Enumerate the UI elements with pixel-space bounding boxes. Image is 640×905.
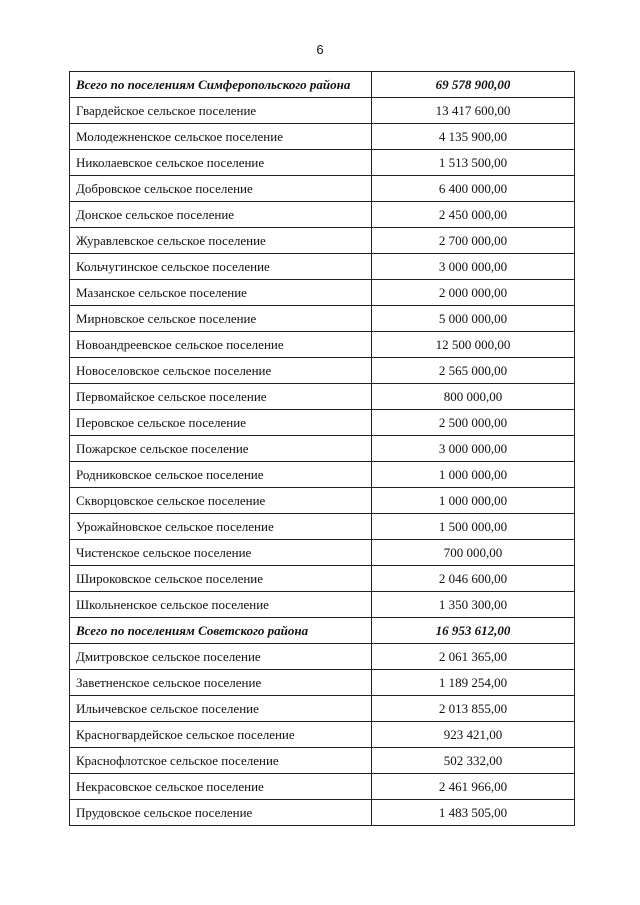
settlement-budget-table bbox=[69, 71, 575, 826]
settlement-amount: 2 013 855,00 bbox=[372, 696, 575, 722]
settlement-amount: 2 565 000,00 bbox=[372, 358, 575, 384]
settlement-row bbox=[70, 514, 575, 540]
settlement-row bbox=[70, 332, 575, 358]
settlement-amount: 700 000,00 bbox=[372, 540, 575, 566]
settlement-row bbox=[70, 592, 575, 618]
settlement-name: Скворцовское сельское поселение bbox=[70, 488, 372, 514]
settlement-row bbox=[70, 670, 575, 696]
settlement-amount: 12 500 000,00 bbox=[372, 332, 575, 358]
settlement-name: Мирновское сельское поселение bbox=[70, 306, 372, 332]
settlement-name: Прудовское сельское поселение bbox=[70, 800, 372, 826]
settlement-name: Родниковское сельское поселение bbox=[70, 462, 372, 488]
settlement-amount: 1 000 000,00 bbox=[372, 488, 575, 514]
settlement-amount: 13 417 600,00 bbox=[372, 98, 575, 124]
settlement-row bbox=[70, 644, 575, 670]
settlement-row bbox=[70, 202, 575, 228]
settlement-name: Первомайское сельское поселение bbox=[70, 384, 372, 410]
settlement-name: Чистенское сельское поселение bbox=[70, 540, 372, 566]
settlement-row bbox=[70, 800, 575, 826]
settlement-amount: 2 450 000,00 bbox=[372, 202, 575, 228]
settlement-amount: 5 000 000,00 bbox=[372, 306, 575, 332]
settlement-amount: 2 461 966,00 bbox=[372, 774, 575, 800]
settlement-row bbox=[70, 696, 575, 722]
settlement-row bbox=[70, 306, 575, 332]
settlement-name: Николаевское сельское поселение bbox=[70, 150, 372, 176]
settlement-name: Добровское сельское поселение bbox=[70, 176, 372, 202]
settlement-amount: 6 400 000,00 bbox=[372, 176, 575, 202]
settlement-row bbox=[70, 254, 575, 280]
settlement-row bbox=[70, 176, 575, 202]
district-total-amount: 16 953 612,00 bbox=[372, 618, 575, 644]
settlement-amount: 2 000 000,00 bbox=[372, 280, 575, 306]
settlement-name: Журавлевское сельское поселение bbox=[70, 228, 372, 254]
settlement-name: Ильичевское сельское поселение bbox=[70, 696, 372, 722]
settlement-amount: 502 332,00 bbox=[372, 748, 575, 774]
settlement-row bbox=[70, 774, 575, 800]
settlement-amount: 1 000 000,00 bbox=[372, 462, 575, 488]
settlement-name: Школьненское сельское поселение bbox=[70, 592, 372, 618]
settlement-amount: 2 500 000,00 bbox=[372, 410, 575, 436]
settlement-amount: 4 135 900,00 bbox=[372, 124, 575, 150]
settlement-amount: 3 000 000,00 bbox=[372, 254, 575, 280]
settlement-name: Урожайновское сельское поселение bbox=[70, 514, 372, 540]
settlement-amount: 1 483 505,00 bbox=[372, 800, 575, 826]
district-total-label: Всего по поселениям Советского района bbox=[70, 618, 372, 644]
settlement-amount: 2 046 600,00 bbox=[372, 566, 575, 592]
settlement-row bbox=[70, 384, 575, 410]
settlement-name: Новоандреевское сельское поселение bbox=[70, 332, 372, 358]
settlement-amount: 1 500 000,00 bbox=[372, 514, 575, 540]
settlement-row bbox=[70, 540, 575, 566]
settlement-amount: 800 000,00 bbox=[372, 384, 575, 410]
settlement-name: Новоселовское сельское поселение bbox=[70, 358, 372, 384]
settlement-name: Перовское сельское поселение bbox=[70, 410, 372, 436]
settlement-amount: 2 700 000,00 bbox=[372, 228, 575, 254]
settlement-amount: 3 000 000,00 bbox=[372, 436, 575, 462]
settlement-name: Заветненское сельское поселение bbox=[70, 670, 372, 696]
page-number: 6 bbox=[316, 42, 324, 57]
settlement-name: Пожарское сельское поселение bbox=[70, 436, 372, 462]
district-total-amount: 69 578 900,00 bbox=[372, 72, 575, 98]
settlement-amount: 1 350 300,00 bbox=[372, 592, 575, 618]
settlement-name: Мазанское сельское поселение bbox=[70, 280, 372, 306]
settlement-row bbox=[70, 748, 575, 774]
settlement-row bbox=[70, 566, 575, 592]
settlement-row bbox=[70, 358, 575, 384]
settlement-amount: 923 421,00 bbox=[372, 722, 575, 748]
settlement-name: Донское сельское поселение bbox=[70, 202, 372, 228]
settlement-amount: 2 061 365,00 bbox=[372, 644, 575, 670]
settlement-name: Дмитровское сельское поселение bbox=[70, 644, 372, 670]
settlement-name: Молодежненское сельское поселение bbox=[70, 124, 372, 150]
settlement-row bbox=[70, 150, 575, 176]
district-total-row bbox=[70, 618, 575, 644]
settlement-row bbox=[70, 462, 575, 488]
settlement-name: Широковское сельское поселение bbox=[70, 566, 372, 592]
settlement-row bbox=[70, 488, 575, 514]
settlement-name: Краснофлотское сельское поселение bbox=[70, 748, 372, 774]
table-body bbox=[70, 72, 575, 826]
settlement-amount: 1 189 254,00 bbox=[372, 670, 575, 696]
settlement-name: Кольчугинское сельское поселение bbox=[70, 254, 372, 280]
district-total-label: Всего по поселениям Симферопольского района bbox=[70, 72, 372, 98]
district-total-row bbox=[70, 72, 575, 98]
settlement-name: Некрасовское сельское поселение bbox=[70, 774, 372, 800]
settlement-row bbox=[70, 124, 575, 150]
settlement-row bbox=[70, 436, 575, 462]
settlement-row bbox=[70, 228, 575, 254]
settlement-row bbox=[70, 280, 575, 306]
settlement-row bbox=[70, 410, 575, 436]
settlement-name: Гвардейское сельское поселение bbox=[70, 98, 372, 124]
settlement-name: Красногвардейское сельское поселение bbox=[70, 722, 372, 748]
settlement-row bbox=[70, 722, 575, 748]
settlement-amount: 1 513 500,00 bbox=[372, 150, 575, 176]
settlement-row bbox=[70, 98, 575, 124]
